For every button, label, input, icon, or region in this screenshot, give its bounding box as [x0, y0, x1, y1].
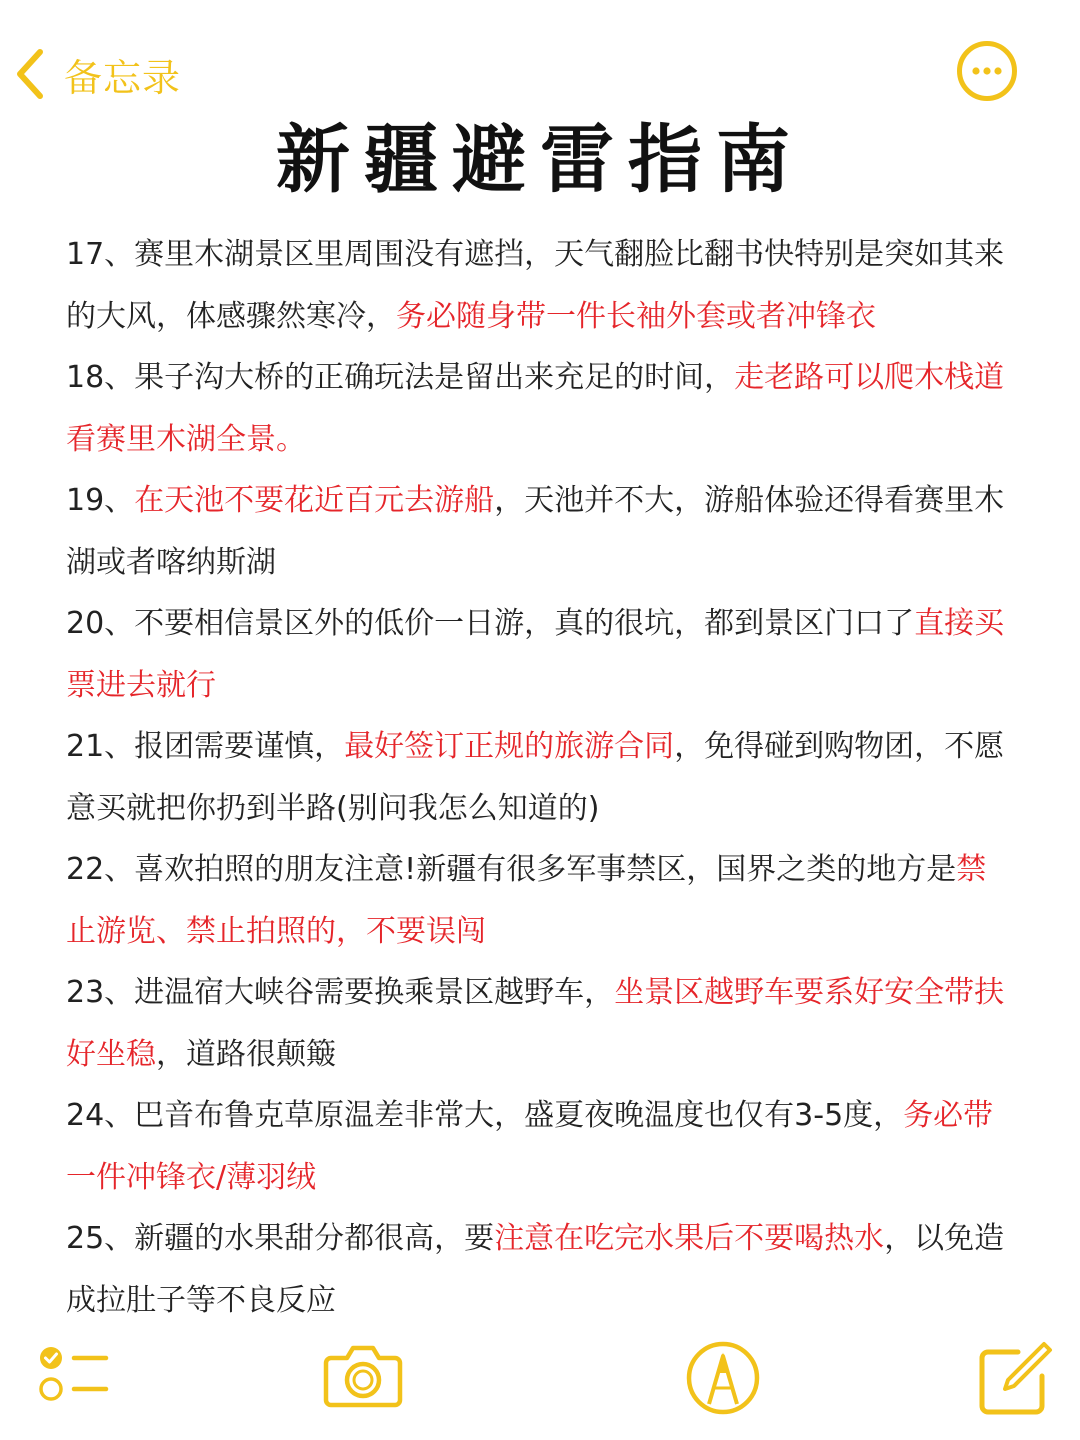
checklist-button[interactable]	[38, 1344, 110, 1404]
camera-icon	[323, 1342, 403, 1408]
back-label: 备忘录	[64, 55, 182, 100]
note-paragraph	[66, 593, 1016, 716]
body-text: 18、果子沟大桥的正确玩法是留出来充足的时间，	[66, 360, 735, 395]
body-text: ，免得碰到购物团，不愿意买就把你扔到半路(别问我怎么知道的)	[66, 729, 1005, 826]
more-button[interactable]	[956, 40, 1018, 102]
body-text: ，以免造成拉肚子等不良反应	[66, 1221, 1005, 1318]
camera-button[interactable]	[323, 1342, 403, 1408]
highlighted-text: 务必带一件冲锋衣/薄羽绒	[66, 1098, 994, 1195]
bottom-toolbar	[0, 1336, 1080, 1436]
body-text: 20、不要相信景区外的低价一日游，真的很坑，都到景区门口了	[66, 606, 915, 641]
note-paragraph	[66, 716, 1016, 839]
note-title: 新疆避雷指南	[276, 117, 804, 203]
body-text: 22、喜欢拍照的朋友注意!新疆有很多军事禁区，国界之类的地方是	[66, 852, 957, 887]
note-body[interactable]	[66, 224, 1016, 1331]
body-text: 21、报团需要谨慎，	[66, 729, 345, 764]
note-paragraph	[66, 1085, 1016, 1208]
compose-button[interactable]	[978, 1340, 1054, 1416]
note-paragraph	[66, 962, 1016, 1085]
markup-pen-icon	[685, 1340, 761, 1416]
body-text: ，天池并不大，游船体验还得看赛里木湖或者喀纳斯湖	[66, 483, 1005, 580]
body-text: 25、新疆的水果甜分都很高，要	[66, 1221, 495, 1256]
highlighted-text: 走老路可以爬木栈道看赛里木湖全景。	[66, 360, 1005, 457]
highlighted-text: 坐景区越野车要系好安全带扶好坐稳	[66, 975, 1005, 1072]
note-paragraph	[66, 1208, 1016, 1331]
body-text: ，道路很颠簸	[156, 1036, 336, 1072]
note-paragraph	[66, 839, 1016, 962]
highlighted-text: 直接买票进去就行	[66, 606, 1005, 703]
note-paragraph	[66, 470, 1016, 593]
highlighted-text: 在天池不要花近百元去游船	[134, 483, 495, 518]
note-paragraph	[66, 347, 1016, 470]
body-text: 24、巴音布鲁克草原温差非常大，盛夏夜晚温度也仅有3-5度，	[66, 1098, 904, 1133]
body-text: 23、进温宿大峡谷需要换乘景区越野车，	[66, 975, 615, 1010]
highlighted-text: 注意在吃完水果后不要喝热水	[494, 1221, 885, 1256]
back-button[interactable]	[14, 44, 181, 104]
compose-icon	[978, 1340, 1054, 1416]
markup-button[interactable]	[685, 1340, 761, 1416]
highlighted-text: 最好签订正规的旅游合同	[344, 729, 675, 764]
note-paragraph	[66, 224, 1016, 347]
body-text: 17、赛里木湖景区里周围没有遮挡，天气翻脸比翻书快特别是突如其来的大风，体感骤然寒冷，	[66, 237, 1005, 334]
highlighted-text: 禁止游览、禁止拍照的，不要误闯	[66, 852, 987, 949]
body-text: 19、	[66, 483, 135, 518]
highlighted-text: 务必随身带一件长袖外套或者冲锋衣	[396, 298, 876, 334]
chevron-left-icon	[14, 46, 46, 102]
checklist-icon	[38, 1344, 110, 1404]
more-ellipsis-icon	[956, 87, 1018, 106]
nav-bar	[0, 0, 1080, 120]
